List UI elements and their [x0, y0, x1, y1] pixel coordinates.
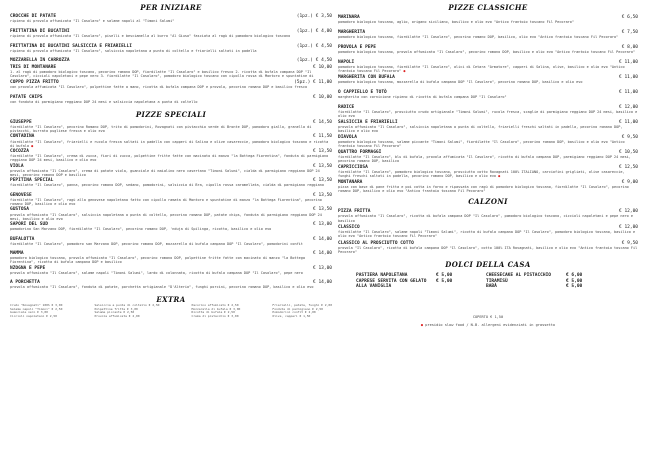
menu-item-name: CONTADINA — [10, 134, 35, 140]
section-title-dolci: DOLCI DELLA CASA — [445, 260, 531, 270]
extra-column — [94, 304, 159, 319]
menu-item-description-text: fiordilatte "Il Casolaro", panna, pecorino romano DOP, sedano, pomodorini, salsiccia di Bra, cipolla rossa caramellata, cialda di parmigiano reggiano — [10, 183, 324, 188]
extra-item: Olive, capperi € 1,50 — [272, 313, 311, 318]
menu-item-description — [338, 140, 638, 148]
menu-item-description — [338, 246, 638, 254]
menu-item-description-text: pomodoro biologico toscano, aglio, origano siciliano, basilico e olio evo "Antico frantoio toscano Fil Pecoraro" — [338, 20, 575, 25]
extra-item: Pecorino affumicato € 2,50 — [191, 302, 239, 307]
section-title-calzoni: CALZONI — [468, 197, 508, 207]
extra-item: Salame piccante € 2,50 — [94, 310, 135, 315]
menu-item-price: € 9,00 — [621, 179, 638, 185]
menu-item-name: MARGHERITA — [338, 29, 366, 35]
extra-item: Mozzarella di bufala € 3,00 — [191, 306, 241, 311]
dolce-price: € 5,00 — [566, 283, 583, 289]
dolce-price: € 6,00 — [566, 273, 583, 279]
dolce-name: TIRAMISÙ — [486, 278, 508, 284]
menu-item-name: NZOGNA E PEPE — [10, 265, 46, 271]
menu-item — [338, 150, 638, 163]
menu-item — [338, 45, 638, 58]
dolci-row — [356, 284, 638, 289]
legend-text: presidio slow food / N.B. allergeni evidenziati in grassetto — [425, 323, 556, 328]
dolce-price: € 5,00 — [436, 273, 453, 279]
menu-item-description-text: pomodoro biologico toscano, fiordilatte "Il Casolaro", pecorino romano DOP, basilico, olio evo "Antico frantoio toscano Fil Pecoraro" — [338, 35, 619, 40]
menu-item-price: € 13,00 — [313, 221, 332, 227]
menu-item-price: € 13,50 — [313, 207, 332, 213]
menu-item-price: € 13,50 — [313, 192, 332, 198]
menu-item-name: MARINARA — [338, 15, 360, 20]
menu-item-name: O CAPPIELLO E TOTÒ — [338, 89, 387, 95]
menu-item-price: € 13,50 — [313, 163, 332, 169]
menu-item-price: € 13,00 — [313, 265, 332, 271]
menu-item-name: MARGHERITA CON BUFALA — [338, 74, 395, 80]
menu-item-name: GIUSEPPE — [10, 119, 32, 125]
menu-item-description-text: provola affumicata "Il Casolaro", fonduta di patate, porchetta artigianale "D'Alterio", funghi porcini, pecorino romano DOP, basilico e olio evo — [10, 285, 314, 290]
menu-item — [338, 105, 638, 118]
menu-item-price: € 10,00 — [313, 94, 332, 100]
menu-item-description — [10, 34, 332, 42]
menu-item-description-text: pizza con base di pane fritta e poi cotta in forno e ripassata con ragù di pomodoro biologico toscano, fiordilatte "Il Casolaro", pecorino romano DOP, basilico e olio evo "Antico frantoio toscano Fil Pecoraro" — [338, 185, 629, 194]
menu-item-price: (1pz.) € 4,50 — [296, 58, 332, 64]
menu-item-description-text: 1. al ragù di pomodoro biologico toscano, pecorino romano DOP, fiordilatte "Il Casolaro" e basilico fresco 2. ricotta di bufala campana DOP "Il Casolaro", ciccioli napoletani e pepe nero 3. fiordilatte "Il Casolaro", pomodoro biologico toscano con cipolla rossa di Montoro e spuntatine di — [10, 70, 314, 79]
menu-item-name: MONTANARA — [338, 179, 363, 185]
menu-item-description-text: fiordilatte "Il Casolaro", pomodoro biologico toscano, prosciutto cotto Rovagnati 100% ITALIANO, carciofini grigliati, olive casareccie, funghi freschi saltati in padella, pecorino romano DOP, basilico e olio evo — [338, 170, 625, 179]
menu-item — [10, 164, 332, 177]
menu-item-price: (1pz.) € 4,00 — [296, 28, 332, 34]
menu-item-description-text: fiordilatte "Il Casolaro", pecorino Romano DOP, trito di pomodorini, Rovagnati con pistacchio verde di Bronte DOP, pomodoro giallo, granella di pistacchi, burrata pugliese fresca e olio evo — [10, 125, 312, 134]
extra-column — [192, 304, 241, 319]
menu-item-description — [10, 271, 332, 279]
menu-item-description-text: pomodoro biologico toscano, provola affumicata "Il Casolaro", pecorino romano DOP, polpettine fritte fatte con macinato di manzo "la Bottega Fiorentina", ricotta di bufala campana DOP e basilico — [10, 256, 306, 265]
extra-item: Salame napoli "Timoni" € 2,50 — [10, 306, 63, 311]
legend-row — [338, 323, 638, 327]
menu-item-description-text: fiordilatte "Il Casolaro", salame napoli "Timoni Salumi", ricotta di bufala campana DOP "Il Casolaro", pomodoro biologico toscano, basilico e olio evo "Antico frantoio toscano Fil Pecoraro" — [338, 230, 636, 239]
menu-item-name: PROVOLA E PEPE — [338, 44, 376, 50]
menu-item-description-text: provola affumicata "Il Casolaro", crema di patate viola, guanciale di maialino nero casertano "Timoni Salumi", cialda di parmigiano reggiano DOP 24 mesi, pecorino romano DOP e basilico — [10, 168, 320, 177]
extra-item: Polpettine fritte € 3,00 — [94, 306, 138, 311]
menu-item-price: (5pz.) € 11,00 — [294, 79, 332, 85]
menu-item-description-text: fiordilatte "Il Casolaro", pomodoro san Marzano DOP, pecorino romano DOP, mozzarella di bufala campana DOP "Il Casolaro", pomodorini confit — [10, 241, 303, 246]
menu-item-name: BUFALOTTA — [10, 236, 35, 242]
calzoni-list — [338, 209, 638, 254]
menu-item-description — [338, 230, 638, 238]
menu-item — [10, 29, 332, 42]
menu-item-description-text: fiordilatte "Il Casolaro", ragù alla genovese napoletana fatto con cipolla ramata di Montoro e spuntatine di manzo "la Bottega Fiorentina", pecorino romano DOP, basilico e olio evo — [10, 197, 322, 207]
menu-item-description-text: provola "Il Casolaro", ricotta di bufala campana DOP "Il Casolaro", cotto 100% ITA Rovagnati, basilico e olio evo "Antico frantoio toscano Fil Pecoraro" — [338, 245, 638, 255]
extra-item: Crudo "Rovagnati" 100% € 3,00 — [10, 302, 63, 307]
menu-item-price: € 12,50 — [619, 164, 638, 170]
menu-item — [10, 193, 332, 206]
extra-item: Ciccioli napoletani € 2,50 — [10, 313, 57, 318]
menu-item-price: (1pz.) € 3,50 — [296, 14, 332, 19]
menu-item — [338, 30, 638, 43]
menu-item-name: CAPRICCIOSA — [338, 164, 368, 170]
menu-item-price: € 10,00 — [313, 64, 332, 70]
section-title-extra: EXTRA — [156, 294, 186, 304]
menu-item-name: A PORCHETTA — [10, 280, 40, 286]
menu-item-price: € 12,00 — [619, 104, 638, 110]
menu-item-name: MAMMA — [10, 251, 24, 257]
menu-item-name: SALSICCIA E FRIARIELLI — [338, 119, 398, 125]
menu-item-description — [10, 140, 332, 148]
menu-item — [10, 149, 332, 162]
menu-item-description-text: pomodoro biologico toscano, salame piccante "Timoni Salumi", fiordilatte "Il Casolaro", pecorino romano DOP, basilico e olio evo "Antico frantoio toscano Fil Pecoraro" — [338, 140, 625, 149]
menu-item-description-text: provola affumicata "Il Casolaro", salsiccia napoletana a punta di coltello, friarielli freschi saltati in padella, pecorino romano DOP, basilico e olio evo — [338, 125, 623, 134]
section-title-pizze-classiche: PIZZE CLASSICHE — [448, 3, 528, 12]
menu-item-description — [338, 65, 638, 73]
menu-item-description-text: fiordilatte "Il Casolaro", crema di zucca, fiori di zucca, polpettine fritte fatte con macinato di manzo "la Bottega Fiorentina", fonduta di parmigiano reggiano DOP 24 mesi, basilico e olio evo — [10, 154, 329, 163]
menu-item-description — [10, 183, 332, 191]
menu-item-description-text: ripieno di provola affumicata "Il Casolaro", salsiccia napoletana a punta di coltello e friarielli saltati in padella — [10, 48, 257, 53]
menu-item-description-text: ripieno di provola affumicata "Il Casolaro", piselli e besciamella al burro "Al Giuso" fasciata al ragù di pomodoro biologico toscano — [10, 33, 291, 38]
menu-item-description — [338, 214, 638, 222]
menu-item-description — [10, 154, 332, 162]
menu-item-price: € 6,50 — [621, 15, 638, 20]
menu-item-price: € 9,50 — [621, 134, 638, 140]
menu-item-name: RADICE — [338, 104, 355, 110]
extra-column — [272, 304, 332, 319]
menu-item-description — [10, 242, 332, 250]
menu-item-name: CLASSICO — [338, 225, 360, 230]
menu-item — [10, 222, 332, 235]
slow-food-dot-icon: ● — [420, 323, 424, 328]
menu-item-price: € 9,50 — [621, 240, 638, 246]
menu-item-description — [10, 100, 332, 108]
dolce-name: ALLA VANIGLIA — [356, 283, 392, 289]
menu-item-name: TRIS DI MONTANARE — [10, 64, 57, 70]
menu-item-description-text: pomodoro biologico toscano, mozzarella di bufala campana DOP "Il Casolaro", pecorino romano DOP, basilico e olio evo — [338, 80, 583, 85]
coperto-text: COPERTO € 1,50 — [472, 315, 504, 320]
menu-item-price: € 7,50 — [621, 29, 638, 35]
menu-item-price: € 10,50 — [619, 149, 638, 155]
menu-item-name: NAPOLI — [338, 59, 355, 65]
menu-item-price: € 11,00 — [619, 89, 638, 95]
extra-item: Fonduta di parmigiano € 2,50 — [272, 306, 323, 311]
menu-item — [338, 135, 638, 148]
menu-item — [10, 65, 332, 78]
menu-item-description — [10, 213, 332, 221]
menu-item-description — [10, 227, 332, 235]
menu-item-price: € 11,00 — [619, 119, 638, 125]
menu-item-description — [338, 20, 638, 28]
menu-item — [338, 60, 638, 73]
menu-item-description — [338, 80, 638, 88]
menu-item — [338, 90, 638, 103]
left-column — [10, 0, 332, 319]
menu-item-price: € 11,00 — [619, 59, 638, 65]
menu-item — [10, 251, 332, 264]
menu-item-description — [10, 85, 332, 93]
menu-item-price: € 14,00 — [313, 280, 332, 286]
dolce-name: CHEESECAKE AL PISTACCHIO — [486, 273, 552, 279]
menu-item-description-text: fiordilatte "Il Casolaro", prosciutto crudo artigianale "Timoni Salumi", rucola fresca, scaglie di parmigiano reggiano DOP 24 mesi, basilico e olio evo — [338, 110, 638, 119]
menu-item — [338, 120, 638, 133]
menu-item — [10, 58, 332, 63]
menu-item-price: € 8,00 — [621, 44, 638, 50]
menu-item-description — [338, 185, 638, 193]
menu-item — [10, 134, 332, 147]
menu-item-description — [10, 19, 332, 27]
menu-item-name: PATATE CHIPS — [10, 94, 43, 100]
menu-item-price: € 11,50 — [313, 134, 332, 140]
menu-item-price: € 12,00 — [619, 209, 638, 215]
dolce-name: PASTIERA NAPOLETANA — [356, 273, 408, 279]
menu-item-description — [338, 50, 638, 58]
menu-item-price: € 13,50 — [313, 149, 332, 155]
menu-item — [10, 237, 332, 250]
menu-item-description-text: fiordilatte "Il Casolaro", blu di bufala, provola affumicata "Il Casolaro", ricotta di bufala campana DOP, parmigiano reggiano DOP 24 mesi, pecorino romano DOP, basilico — [338, 155, 631, 164]
menu-item-description-text: fiordilatte "Il Casolaro", friarielli e rucola fresca saltati in padella con capperi di Salina e olive casareccie, pomodoro biologico toscano e ricotta di bufala — [10, 139, 329, 148]
menu-item-name: FRITTATINA DI BUCATINI SALSICCIA E FRIARIELLI — [10, 43, 132, 49]
per-iniziare-list — [10, 14, 332, 108]
menu-item-name: SAPORI DEL SUD — [10, 221, 48, 227]
menu-item — [338, 241, 638, 254]
menu-item-price: € 14,50 — [313, 119, 332, 125]
menu-item — [338, 225, 638, 238]
menu-item-name: MOZZARELLA IN CARROZZA — [10, 58, 70, 64]
dolce-price — [436, 284, 486, 289]
menu-item-price: € 11,00 — [619, 74, 638, 80]
menu-item-description-text: ripieno di provola affumicata "Il Casolaro" e salame napoli al "Timoni Salumi" — [10, 19, 175, 24]
pizze-speciali-list — [10, 120, 332, 294]
menu-item — [338, 180, 638, 193]
dolce-price: € 5,00 — [436, 278, 453, 284]
menu-item — [338, 15, 638, 28]
extra-grid — [10, 304, 332, 319]
section-title-per-iniziare: PER INIZIARE — [140, 3, 202, 12]
extra-item: Salsiccia a punta di coltello € 2,50 — [94, 302, 160, 307]
menu-item-description — [338, 95, 638, 103]
menu-item-description — [338, 35, 638, 43]
menu-item — [10, 80, 332, 93]
extra-column — [10, 304, 62, 319]
menu-item-description — [338, 170, 638, 178]
menu-item-name: VIOLA — [10, 163, 24, 169]
menu-item — [10, 95, 332, 108]
menu-item — [10, 178, 332, 191]
menu-item-name: PEPITINA SPECIAL — [10, 178, 54, 184]
menu-item-name: DIAVOLA — [338, 134, 357, 140]
menu-item — [10, 14, 332, 27]
menu-item-name: COPPO PIZZA FRITTO — [10, 79, 59, 85]
menu-item-name: CLASSICO AL PROSCIUTTO COTTO — [338, 240, 414, 246]
menu-item-description — [338, 125, 638, 133]
menu-item-price: € 14,00 — [313, 236, 332, 242]
menu-item-price: € 12,00 — [619, 225, 638, 230]
menu-item-name: FRITTATINA DI BUCATINI — [10, 28, 70, 34]
extra-item: Ricotta di bufala € 2,50 — [191, 310, 235, 315]
menu-item-description-text: provola affumicata "Il Casolaro", salame napoli "Timoni Salumi", lardo di colonnata, ricotta di bufala campana DOP "Il Casolaro", pepe nero — [10, 270, 303, 275]
menu-item-description-text: provola affumicata "Il Casolaro", salsiccia napoletana a punta di coltello, pecorino romano DOP, patate chips, fonduta di parmigiano reggiano DOP 24 mesi, basilico e olio evo — [10, 212, 322, 221]
menu-item-name: CROCCHE DI PATATE — [10, 14, 57, 19]
menu-item-name: PIZZA FRITTA — [338, 209, 371, 215]
extra-item: Friarielli, patate, funghi € 2,00 — [272, 302, 332, 307]
menu-item-description — [10, 49, 332, 57]
menu-item-name: QUATTRO FORMAGGI — [338, 149, 382, 155]
menu-item — [10, 207, 332, 220]
pizze-classiche-list — [338, 15, 638, 193]
right-column — [338, 0, 638, 327]
menu-item-description — [10, 169, 332, 177]
menu-item-description — [10, 70, 332, 78]
menu-item-description-text: pomodoro biologico toscano, fiordilatte "Il Casolaro", alici di Cetara "Armatore", capperi di Salina, olive, basilico e olio evo "Antico frantoio toscano Fil Pecoraro" — [338, 65, 625, 74]
extra-item: Pomodorini confit € 2,00 — [272, 310, 316, 315]
menu-item-description-text: con fonduta di parmigiano reggiano DOP 24 mesi e salsiccia napoletana a punta di coltello — [10, 99, 198, 104]
extra-item: Provola affumicata € 2,00 — [94, 313, 140, 318]
menu-item — [10, 120, 332, 133]
menu-item — [338, 209, 638, 222]
menu-item-description — [10, 256, 332, 264]
menu-item-description-text: con provola affumicata "Il Casolaro", polpettine fatte a mano, ricotta di bufala campana DOP e provola, pecorino romano DOP e basilico fresco — [10, 84, 308, 89]
menu-item-description-text: margherita con cornicione ripieno di ricotta di bufala campana DOP "Il Casolaro" — [338, 95, 507, 100]
menu-item-description — [10, 285, 332, 293]
menu-item-description-text: provola affumicata "Il Casolaro", ricotta di bufala campana DOP "Il Casolaro", pomodoro biologico toscano, ciccioli napoletani e pepe nero e basilico — [338, 214, 634, 223]
menu-item — [338, 165, 638, 178]
menu-item — [338, 75, 638, 88]
dolci-list — [356, 273, 638, 289]
menu-item-description — [10, 125, 332, 133]
section-title-pizze-speciali: PIZZE SPECIALI — [135, 109, 207, 119]
dolce-price: € 5,00 — [566, 278, 583, 284]
menu-item — [10, 280, 332, 293]
menu-item-name: GUSTOSA — [10, 207, 29, 213]
menu-item-description — [338, 110, 638, 118]
extra-item: Crema di pistacchio € 3,00 — [191, 313, 239, 318]
menu-item-name: GENOVESE — [10, 192, 32, 198]
menu-item — [10, 266, 332, 279]
menu-item-description — [10, 198, 332, 206]
menu-item-name: COCOZZA — [10, 149, 29, 155]
menu-item-price: € 13,50 — [313, 178, 332, 184]
slow-food-dot-icon: ● — [496, 174, 501, 179]
dolce-name: CAPRESE SERVITA CON GELATO — [356, 278, 427, 284]
menu-item — [10, 44, 332, 57]
menu-item-description-text: pomodorino San Marzano DOP, fiordilatte "Il Casolaro", pecorino romano DOP, 'nduja di Spilinga, ricotta, basilico e olio evo — [10, 227, 272, 232]
dolce-name: BABÀ — [486, 283, 497, 289]
menu-item-description — [338, 155, 638, 163]
menu-item-description-text: pomodoro biologico toscano, provola affumicata "Il Casolaro", pecorino romano DOP, basilico e olio evo "Antico frantoio toscano Fil Pecoraro" — [338, 50, 636, 55]
slow-food-dot-icon: ● — [401, 69, 406, 74]
slow-food-dot-icon: ● — [28, 143, 34, 148]
menu-item-price: € 14,00 — [313, 251, 332, 257]
menu-item-price: (1pz.) € 4,50 — [296, 43, 332, 49]
extra-item: Guanciale nero € 3,00 — [10, 310, 48, 315]
